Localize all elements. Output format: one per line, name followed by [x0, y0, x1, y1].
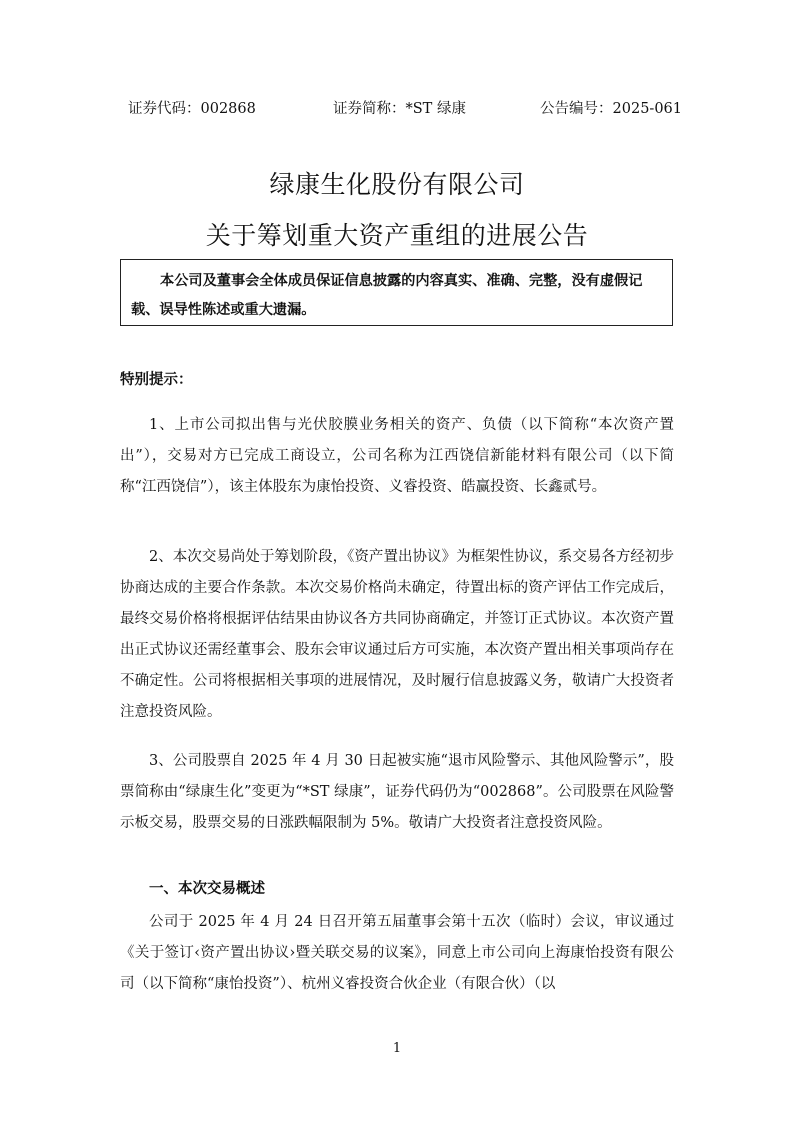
- special-tips-label: 特别提示：: [120, 372, 193, 388]
- company-title: 绿康生化股份有限公司: [269, 170, 525, 199]
- document-header: [122, 97, 682, 117]
- announcement-title: 关于筹划重大资产重组的进展公告: [205, 221, 589, 250]
- tip-paragraph-1: 1、上市公司拟出售与光伏胶膜业务相关的资产、负债（以下简称“本次资产置出”），交易对方已完成工商设立，公司名称为江西饶信新能材料有限公司（以下简称“江西饶信”），该主体股东为康怡投资、义睿投资、皓赢投资、长鑫贰号。: [120, 417, 674, 495]
- announcement-number: 公告编号：2025-061: [540, 101, 682, 117]
- security-code: 证券代码：002868: [128, 101, 256, 117]
- disclosure-notice-box: 本公司及董事会全体成员保证信息披露的内容真实、准确、完整，没有虚假记载、误导性陈述或重大遗漏。: [120, 259, 673, 326]
- section-heading: 一、本次交易概述: [149, 881, 265, 897]
- section-paragraph: 公司于 2025 年 4 月 24 日召开第五届董事会第十五次（临时）会议，审议通过《关于签订‹资产置出协议›暨关联交易的议案》，同意上市公司向上海康怡投资有限公司（以下简称“康怡投资”）、杭州义睿投资合伙企业（有限合伙）（以: [120, 914, 674, 992]
- tip-paragraph-2: 2、本次交易尚处于筹划阶段，《资产置出协议》为框架性协议，系交易各方经初步协商达成的主要合作条款。本次交易价格尚未确定，待置出标的资产评估工作完成后，最终交易价格将根据评估结果由协议各方共同协商确定，并签订正式协议。本次资产置出正式协议还需经董事会、股东会审议通过后方可实施，本次资产置出相关事项尚存在不确定性。公司将根据相关事项的进展情况，及时履行信息披露义务，敬请广大投资者注意投资风险。: [120, 549, 674, 720]
- tip-paragraph-3: 3、公司股票自 2025 年 4 月 30 日起被实施“退市风险警示、其他风险警示”，股票简称由“绿康生化”变更为“*ST 绿康”，证券代码仍为“002868”。公司股票在风险警示板交易，股票交易的日涨跌幅限制为 5%。敬请广大投资者注意投资风险。: [120, 753, 674, 831]
- page-number: 1: [392, 1041, 402, 1056]
- security-name: 证券简称：*ST 绿康: [333, 101, 466, 117]
